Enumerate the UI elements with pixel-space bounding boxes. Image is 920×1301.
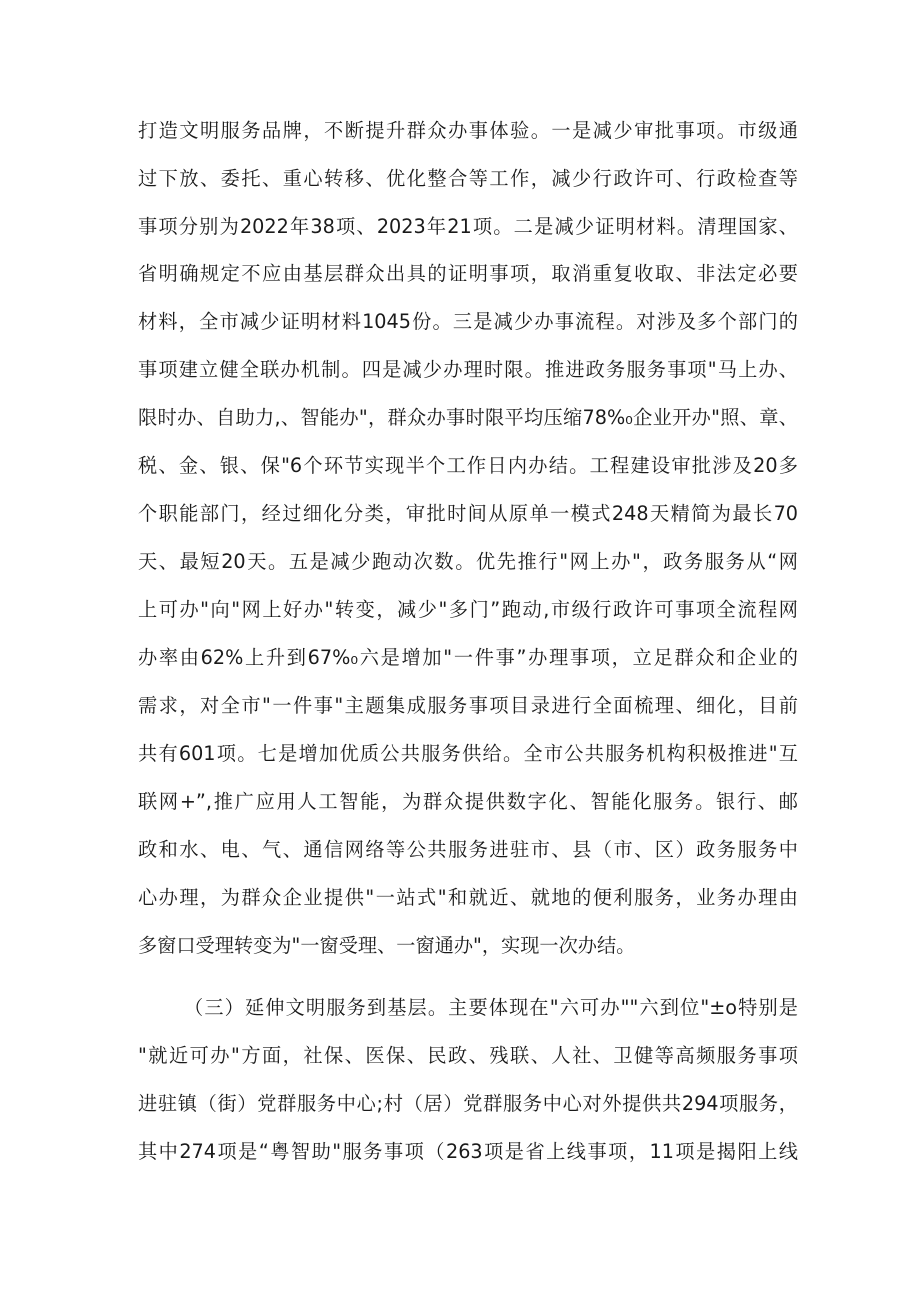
text-line: 天、最短20天。五是减少跑动次数。优先推行"网上办"，政务服务从“网 [138,550,798,573]
text-line: 上可办"向"网上好办"转变，减少"多门”跑动,市级行政许可事项全流程网 [138,598,798,621]
text-line: 税、金、银、保"6个环节实现半个工作日内办结。工程建设审批涉及20多 [138,454,798,477]
text-line: 联网+”,推广应用人工智能，为群众提供数字化、智能化服务。银行、邮 [138,790,798,813]
text-line: 过下放、委托、重心转移、优化整合等工作，减少行政许可、行政检查等 [138,167,798,190]
text-line: 心办理，为群众企业提供"一站式"和就近、就地的便利服务，业务办理由 [138,886,798,909]
text-line: 材料，全市减少证明材料1045份。三是减少办事流程。对涉及多个部门的 [138,310,798,333]
text-line: 个职能部门，经过细化分类，审批时间从原单一模式248天精简为最长70 [138,502,798,525]
text-line: 事项分别为2022年38项、2023年21项。二是减少证明材料。清理国家、 [138,215,798,238]
text-line: 打造文明服务品牌，不断提升群众办事体验。一是减少审批事项。市级通 [138,119,798,142]
text-line: 限时办、自助力,、智能办"，群众办事时限平均压缩78%₀企业开办"照、章、 [138,406,798,429]
text-line: 进驻镇（街）党群服务中心;村（居）党群服务中心对外提供共294项服务， [138,1092,798,1115]
text-line: 共有601项。七是增加优质公共服务供给。全市公共服务机构积极推进"互 [138,742,798,765]
text-line: "就近可办"方面，社保、医保、民政、残联、人社、卫健等高频服务事项 [138,1044,798,1067]
text-line: 办率由62%上升到67%₀六是增加"一件事”办理事项，立足群众和企业的 [138,646,798,669]
text-line: 事项建立健全联办机制。四是减少办理时限。推进政务服务事项"马上办、 [138,358,798,381]
text-line: 政和水、电、气、通信网络等公共服务进驻市、县（市、区）政务服务中 [138,838,798,861]
text-line: 需求，对全市"一件事"主题集成服务事项目录进行全面梳理、细化，目前 [138,694,798,717]
text-line: 省明确规定不应由基层群众出具的证明事项，取消重复收取、非法定必要 [138,262,798,285]
text-line: 其中274项是“粤智助"服务事项（263项是省上线事项，11项是揭阳上线 [138,1140,798,1163]
text-line: （三）延伸文明服务到基层。主要体现在"六可办""六到位"±o特别是 [184,996,798,1019]
text-line: 多窗口受理转变为"一窗受理、一窗通办"，实现一次办结。 [138,934,636,957]
